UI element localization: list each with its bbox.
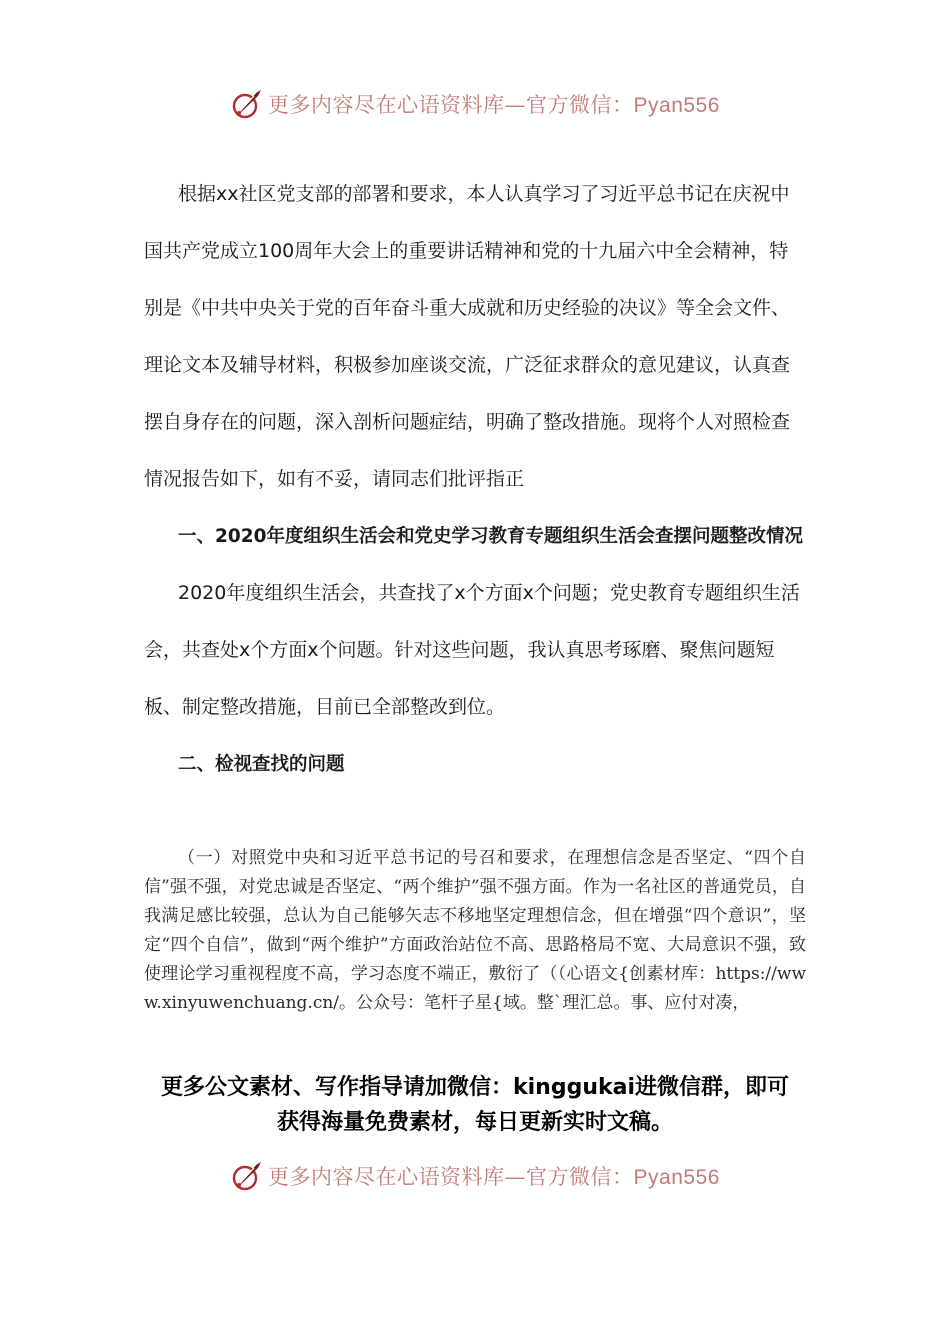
feather-pen-logo-icon — [230, 1159, 264, 1193]
official-label: 官方微信： — [526, 93, 634, 117]
section2-paragraph: （一）对照党中央和习近平总书记的号召和要求，在理想信念是否坚定、“四个自信”强不强，对党忠诚是否坚定、“两个维护”强不强方面。作为一名社区的普通党员，自我满足感比较强，总认为自己能够矢志不移地坚定理想信念，但在增强“四个意识”，坚定“四个自信”，做到“两个维护”方面政治站位不高、思路格局不宽、大局意识不强，致使理论学习重视程度不高，学习态度不端正，敷衍了（（心语文{创素材库：https://www.xinyuwenchuang.cn/。公众号：笔杆子星{域。整`理汇总。事、应付对凑， — [144, 848, 806, 1013]
promo-notice — [0, 1070, 950, 1140]
section2-heading: 二、检视查找的问题 — [178, 754, 345, 775]
intro-paragraph: 根据xx社区党支部的部署和要求，本人认真学习了习近平总书记在庆祝中国共产党成立100周年大会上的重要讲话精神和党的十九届六中全会精神，特别是《中共中央关于党的百年奋斗重大成就和历史经验的决议》等全会文件、理论文本及辅导材料，积极参加座谈交流，广泛征求群众的意见建议，认真查摆自身存在的问题，深入剖析问题症结，明确了整改措施。现将个人对照检查情况报告如下，如有不妥，请同志们批评指正 — [144, 183, 791, 490]
header-banner — [0, 84, 950, 124]
promo-line-1: 更多公文素材、写作指导请加微信：kinggukai进微信群，即可 — [160, 1075, 789, 1100]
document-body — [144, 166, 806, 793]
banner-text — [268, 89, 720, 119]
wechat-id: Pyan556 — [633, 94, 720, 117]
feather-pen-logo-icon — [230, 87, 264, 121]
brand-text: 更多内容尽在心语资料库 — [268, 93, 505, 117]
section1-heading: 一、2020年度组织生活会和党史学习教育专题组织生活会查摆问题整改情况 — [178, 526, 803, 547]
footer-banner — [0, 1156, 950, 1196]
promo-line-2: 获得海量免费素材，每日更新实时文稿。 — [276, 1110, 673, 1135]
official-label: 官方微信： — [526, 1165, 634, 1189]
section1-paragraph: 2020年度组织生活会，共查找了x个方面x个问题；党史教育专题组织生活会，共查处x个方面x个问题。针对这些问题，我认真思考琢磨、聚焦问题短板、制定整改措施，目前已全部整改到位。 — [144, 582, 800, 718]
banner-dash: — — [504, 1165, 527, 1189]
wechat-id: Pyan556 — [633, 1166, 720, 1189]
banner-dash: — — [504, 93, 527, 117]
brand-text: 更多内容尽在心语资料库 — [268, 1165, 505, 1189]
banner-text — [268, 1161, 720, 1191]
